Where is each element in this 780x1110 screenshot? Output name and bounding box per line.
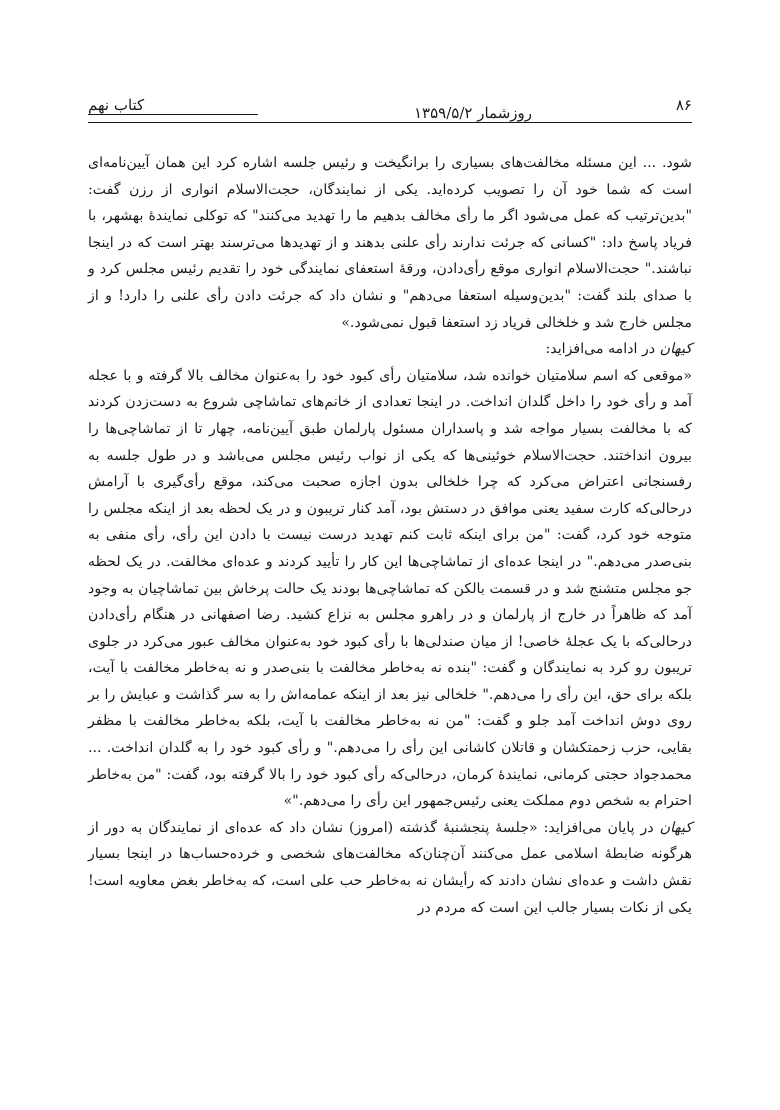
paragraph-2 [88,336,692,363]
source-name: کیهان [659,341,692,358]
source-name: کیهان [659,819,692,836]
header-rule [88,122,692,123]
paragraph-4 [88,815,692,921]
paragraph-text: در پایان می‌افزاید: «جلسهٔ پنجشنبهٔ گذشته (امروز) نشان داد که عده‌ای از نمایندگان به دور از هرگونه ضابطهٔ اسلامی عمل می‌کنند آن‌چنان‌که مخالفت‌های شخصی و خرده‌حساب‌ها در اینجا بسیار نقش داشت و عده‌ای نشان دادند که رأیشان نه به‌خاطر حب علی است، که به‌خاطر بغض معاویه است! یکی از نکات بسیار جالب این است که مردم در [88,819,692,916]
running-title: روزشمار ۱۳۵۹/۵/۲ [413,104,532,122]
header-underline [88,114,258,115]
paragraph-text: در ادامه می‌افزاید: [545,341,660,358]
body-text [88,150,692,921]
page-header [88,92,692,126]
page-number: ۸۶ [675,96,692,114]
paragraph-text: شود. ... این مسئله مخالفت‌های بسیاری را برانگیخت و رئیس جلسه اشاره کرد این همان آیین‌نامه‌ای است که شما خود آن را تصویب کرده‌اید. یکی از نمایندگان، حجت‌الاسلام انواری از رزن گفت: "بدین‌ترتیب که عمل می‌شود اگر ما رأی مخالف بدهیم ما را تهدید می‌کنند" که توکلی نمایندهٔ بهشهر، با فریاد پاسخ داد: "کسانی که جرئت ندارند رأی علنی بدهند و از تهدیدها می‌ترسند بهتر است که در اینجا نباشند." حجت‌الاسلام انواری موقع رأی‌دادن، ورقهٔ استعفای نمایندگی خود را تقدیم رئیس مجلس کرد و با صدای بلند گفت: "بدین‌وسیله استعفا می‌دهم" و نشان داد که جرئت دادن رأی علنی را دارد! و از مجلس خارج شد و خلخالی فریاد زد استعفا قبول نمی‌شود.» [88,155,692,331]
paragraph-1 [88,150,692,336]
book-title: کتاب نهم [88,96,145,114]
paragraph-text: «موقعی که اسم سلامتیان خوانده شد، سلامتیان رأی کبود خود را به‌عنوان مخالف بالا گرفته و با عجله آمد و رأی خود را داخل گلدان انداخت. در اینجا تعدادی از خانم‌های تماشاچی شروع به دست‌زدن کردند که با مخالفت بسیار مواجه شد و پاسداران مسئول پارلمان طبق آیین‌نامه، چهار تا از تماشاچی‌ها را بیرون انداختند. حجت‌الاسلام خوئینی‌ها که یکی از نواب رئیس مجلس می‌باشد و در طول جلسه به رفسنجانی اعتراض می‌کرد که چرا خلخالی بدون اجازه صحبت می‌کند، موقع رأی‌گیری با آرامش درحالی‌که کارت سفید یعنی موافق در دستش بود، آمد کنار تریبون و در یک لحظه بعد از اینکه مجلس را متوجه خود کرد، گفت: "من برای اینکه ثابت کنم تهدید درست نیست با دادن این رأی، رأی منفی به بنی‌صدر می‌دهم." در اینجا عده‌ای از تماشاچی‌ها این کار را تأیید کردند و عده‌ای مخالفت. در یک لحظه جو مجلس متشنج شد و در قسمت بالکن که تماشاچی‌ها بودند یک حالت پرخاش بین تماشاچیان به وجود آمد که ظاهراً در خارج از پارلمان و در راهرو مجلس به نزاع کشید. رضا اصفهانی در هنگام رأی‌دادن درحالی‌که با یک عجلهٔ خاصی! از میان صندلی‌ها با رأی کبود خود به‌عنوان مخالف عبور می‌کرد در جلوی تریبون رو کرد به نمایندگان و گفت: "بنده نه به‌خاطر مخالفت با بنی‌صدر و نه به‌خاطر مخالفت با آیت، بلکه برای حق، این رأی را می‌دهم." خلخالی نیز بعد از اینکه عمامه‌اش را به سر گذاشت و عبایش را بر روی دوش انداخت آمد جلو و گفت: "من نه به‌خاطر مخالفت با آیت، بلکه به‌خاطر مخالفت با مظفر بقایی، حزب زحمتکشان و قاتلان کاشانی این رأی را می‌دهم." و رأی کبود خود را به گلدان انداخت. ... محمدجواد حجتی کرمانی، نمایندهٔ کرمان، درحالی‌که رأی کبود خود را بالا گرفته بود، گفت: "من به‌خاطر احترام به شخص دوم مملکت یعنی رئیس‌جمهور این رأی را می‌دهم."» [88,367,692,810]
paragraph-3 [88,363,692,815]
